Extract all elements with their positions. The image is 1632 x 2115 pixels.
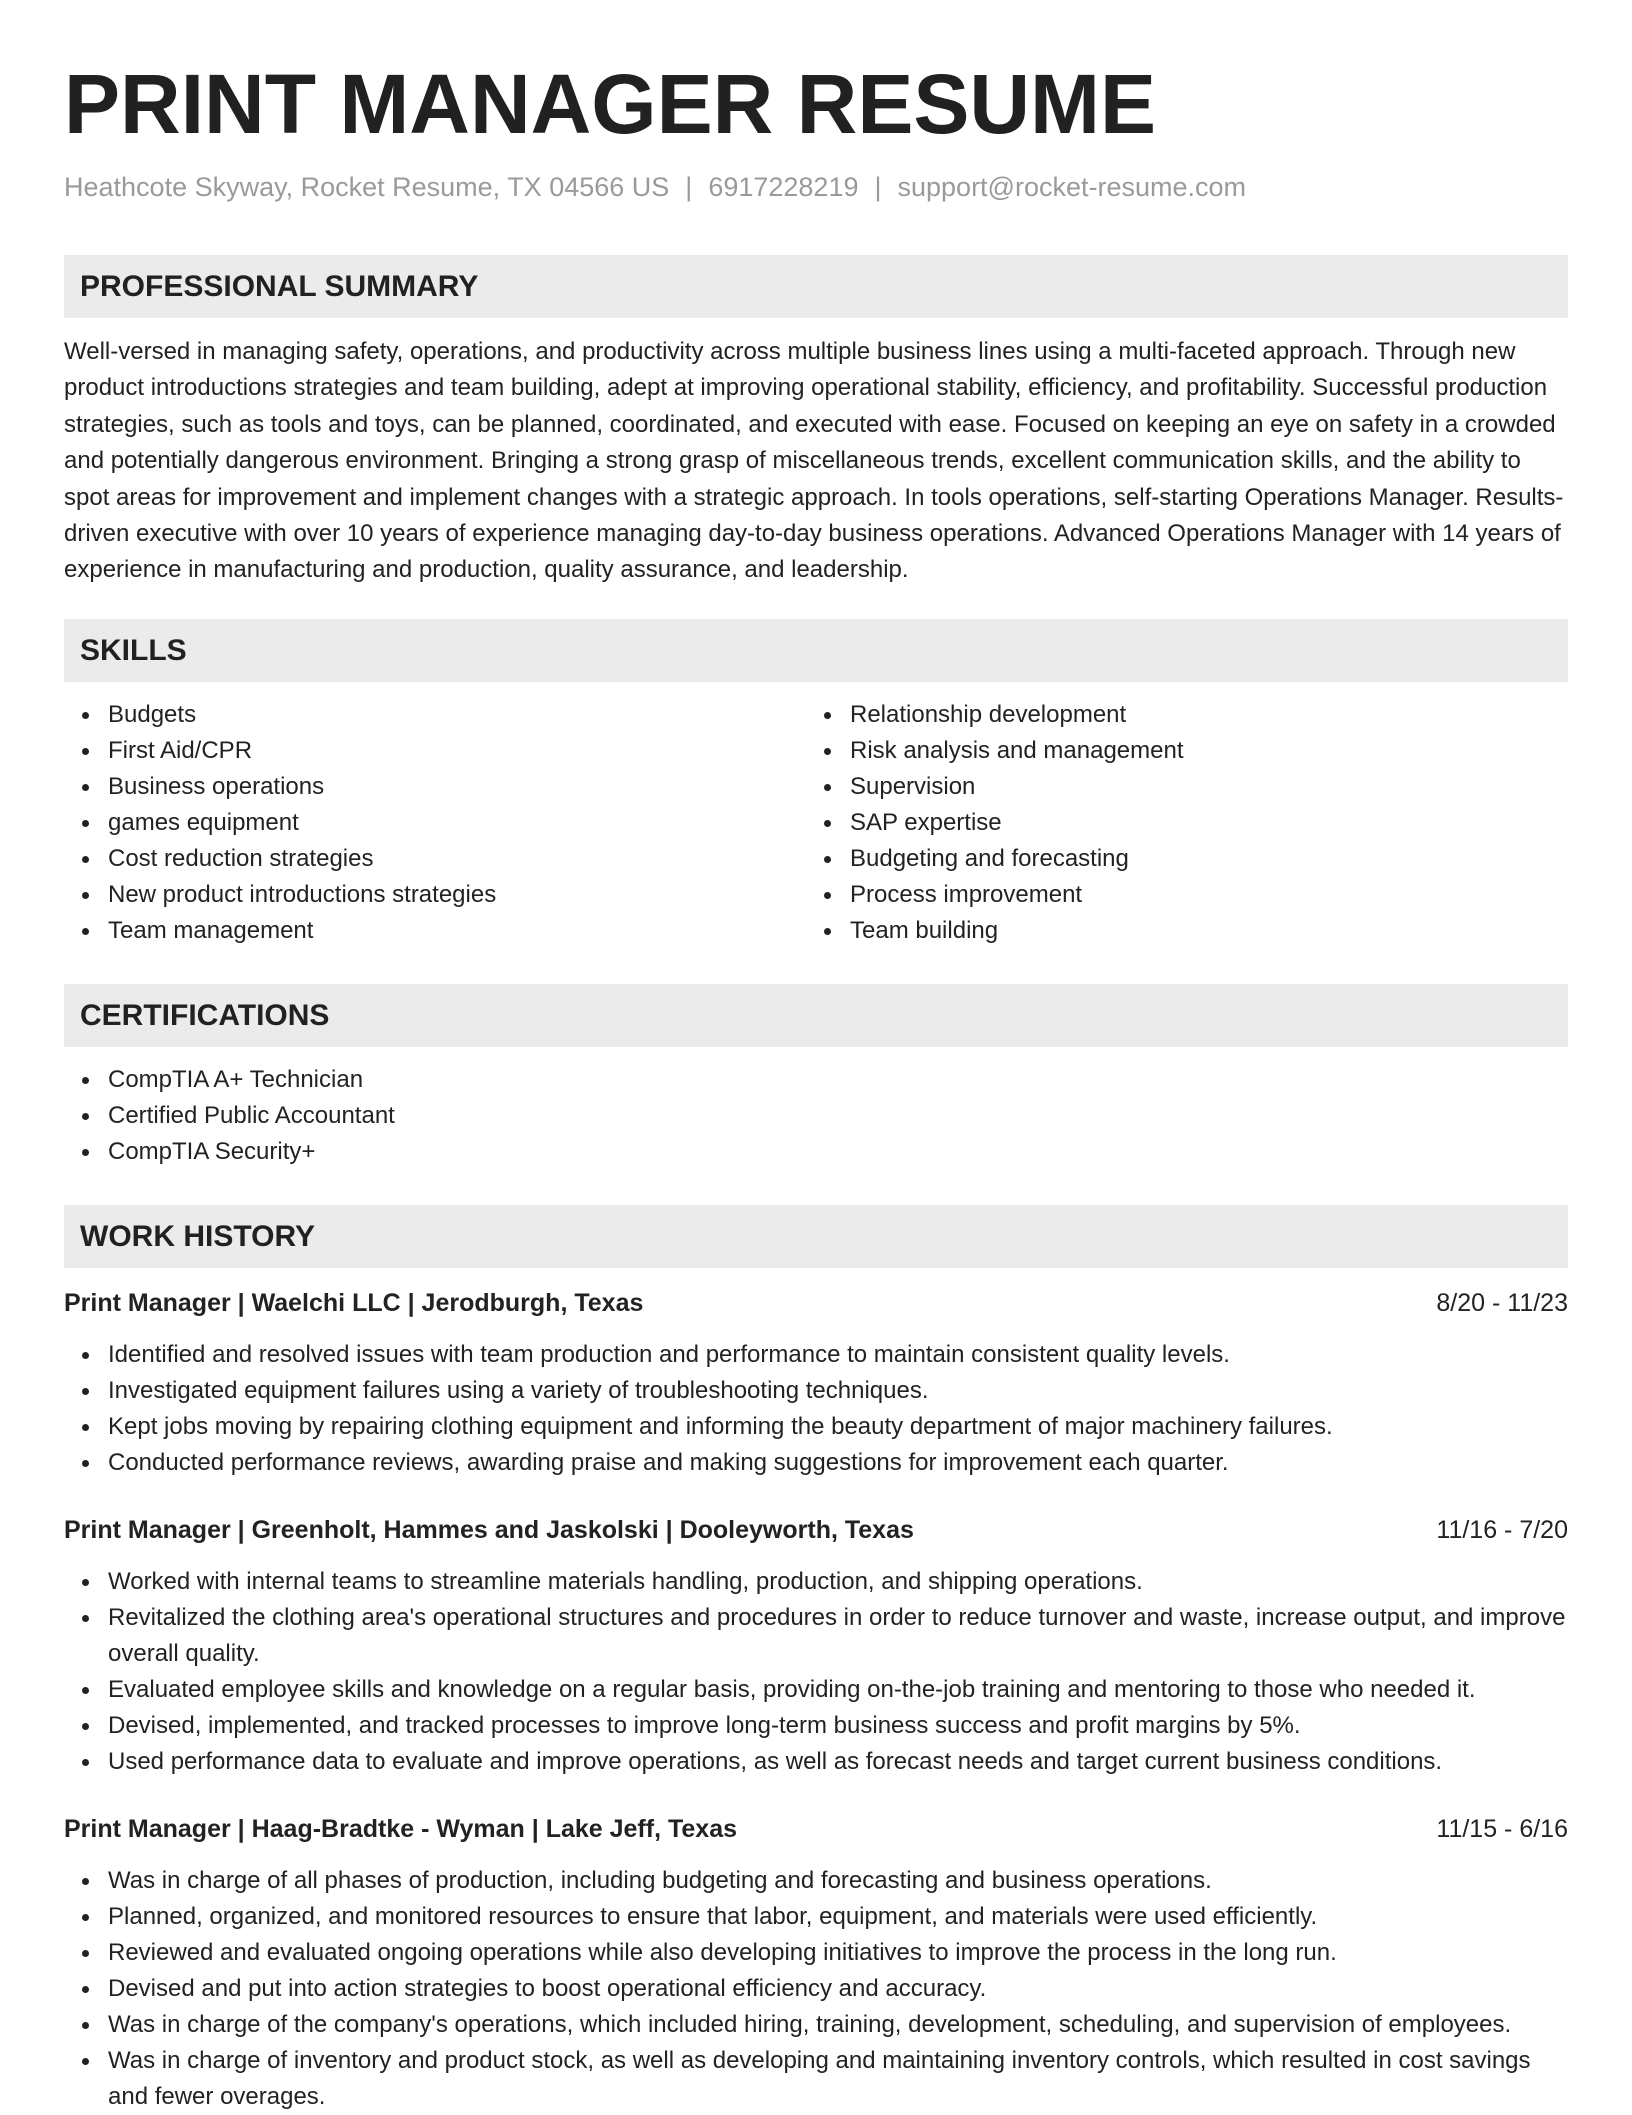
section-heading-work-history: WORK HISTORY [64,1205,1568,1268]
job-bullet: Conducted performance reviews, awarding praise and making suggestions for improvement each quarter. [108,1445,1568,1481]
job-bullets [64,1564,1568,1780]
summary-text: Well-versed in managing safety, operations, and productivity across multiple business lines using a multi-faceted approach. Through new product introductions strategies and team building, adept at improving operational stability, efficiency, and profitability. Successful production strategies, such as tools and toys, can be planned, coordinated, and executed with ease. Focused on keeping an eye on safety in a crowded and potentially dangerous environment. Bringing a strong grasp of miscellaneous trends, excellent communication skills, and the ability to spot areas for improvement and implement changes with a strategic approach. In tools operations, self-starting Operations Manager. Results-driven executive with over 10 years of experience managing day-to-day business operations. Advanced Operations Manager with 14 years of experience in manufacturing and production, quality assurance, and leadership. [64,338,1564,584]
job-bullet: Devised, implemented, and tracked processes to improve long-term business success and profit margins by 5%. [108,1708,1568,1744]
certification-item: CompTIA Security+ [108,1134,1568,1170]
job-entry [64,1512,1568,1780]
resume-page [64,0,1568,2115]
job-title: Print Manager | Haag-Bradtke - Wyman | Lake Jeff, Texas [64,1814,737,1843]
skill-item: First Aid/CPR [108,733,806,769]
contact-line [64,170,1568,204]
skill-item: Business operations [108,769,806,805]
job-bullet: Investigated equipment failures using a variety of troubleshooting techniques. [108,1373,1568,1409]
job-dates: 11/16 - 7/20 [1436,1515,1568,1544]
skill-item: Relationship development [850,697,1548,733]
job-bullet: Worked with internal teams to streamline materials handling, production, and shipping operations. [108,1564,1568,1600]
certification-item: CompTIA A+ Technician [108,1062,1568,1098]
job-dates: 11/15 - 6/16 [1436,1814,1568,1843]
skill-item: Budgeting and forecasting [850,841,1548,877]
section-heading-summary: PROFESSIONAL SUMMARY [64,255,1568,318]
skill-item: Budgets [108,697,806,733]
job-entry [64,1285,1568,1481]
job-header [64,1285,1568,1321]
contact-separator: | [874,172,882,202]
job-bullet: Was in charge of inventory and product stock, as well as developing and maintaining inventory controls, which resulted in cost savings and fewer overages. [108,2043,1568,2115]
job-bullet: Planned, organized, and monitored resources to ensure that labor, equipment, and materials were used efficiently. [108,1899,1568,1935]
skill-item: Team management [108,913,806,949]
skill-item: New product introductions strategies [108,877,806,913]
section-heading-skills: SKILLS [64,619,1568,682]
skill-item: Risk analysis and management [850,733,1548,769]
skills-list [64,697,1568,949]
job-header [64,1512,1568,1548]
job-bullet: Devised and put into action strategies to boost operational efficiency and accuracy. [108,1971,1568,2007]
skills-column-right [806,697,1548,949]
contact-address: Heathcote Skyway, Rocket Resume, TX 04566 US [64,172,670,202]
job-bullet: Evaluated employee skills and knowledge on a regular basis, providing on-the-job training and mentoring to those who needed it. [108,1672,1568,1708]
skill-item: Supervision [850,769,1548,805]
skill-item: Cost reduction strategies [108,841,806,877]
contact-phone: 6917228219 [708,172,859,202]
job-title: Print Manager | Waelchi LLC | Jerodburgh, Texas [64,1288,644,1317]
skill-item: Process improvement [850,877,1548,913]
job-bullet: Used performance data to evaluate and improve operations, as well as forecast needs and target current business conditions. [108,1744,1568,1780]
job-dates: 8/20 - 11/23 [1436,1288,1568,1317]
job-header [64,1811,1568,1847]
job-entry [64,1811,1568,2115]
job-bullet: Identified and resolved issues with team production and performance to maintain consistent quality levels. [108,1337,1568,1373]
resume-title: PRINT MANAGER RESUME [64,57,1157,151]
job-title: Print Manager | Greenholt, Hammes and Jaskolski | Dooleyworth, Texas [64,1515,914,1544]
job-bullets [64,1863,1568,2115]
job-bullet: Was in charge of the company's operations, which included hiring, training, development, scheduling, and supervision of employees. [108,2007,1568,2043]
skill-item: SAP expertise [850,805,1548,841]
job-bullet: Was in charge of all phases of production, including budgeting and forecasting and business operations. [108,1863,1568,1899]
skill-item: Team building [850,913,1548,949]
skills-column-left [64,697,806,949]
certification-item: Certified Public Accountant [108,1098,1568,1134]
section-heading-certifications: CERTIFICATIONS [64,984,1568,1047]
job-bullet: Reviewed and evaluated ongoing operations while also developing initiatives to improve the process in the long run. [108,1935,1568,1971]
certifications-list [64,1062,1568,1170]
contact-separator: | [685,172,693,202]
job-bullet: Kept jobs moving by repairing clothing equipment and informing the beauty department of major machinery failures. [108,1409,1568,1445]
skill-item: games equipment [108,805,806,841]
contact-email: support@rocket-resume.com [897,172,1247,202]
job-bullet: Revitalized the clothing area's operational structures and procedures in order to reduce turnover and waste, increase output, and improve overall quality. [108,1600,1568,1672]
job-bullets [64,1337,1568,1481]
